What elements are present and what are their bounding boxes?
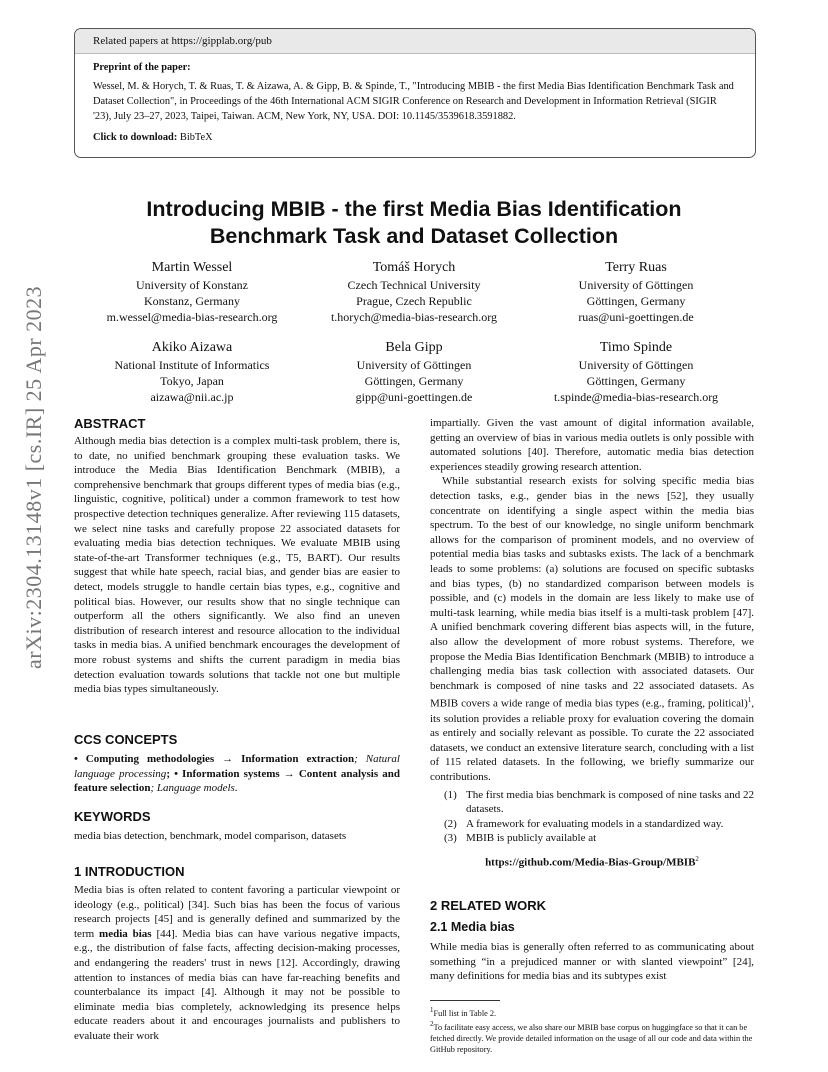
author-affiliation: University of Konstanz xyxy=(136,278,248,292)
footnote-ref[interactable]: 1 xyxy=(747,696,752,705)
footnote-2 xyxy=(430,1019,754,1055)
footnote-1 xyxy=(430,1005,754,1019)
ccs-term: ; • Information systems → Content analysis and feature selection xyxy=(74,767,400,795)
notice-header xyxy=(75,29,755,54)
author-block xyxy=(516,339,756,405)
author-email: ruas@uni-goettingen.de xyxy=(578,310,694,324)
keywords-text xyxy=(74,829,400,844)
author-affiliation: National Institute of Informatics xyxy=(114,358,270,372)
author-location: Göttingen, Germany xyxy=(364,374,464,388)
intro-text-part: Media bias is often related to content favoring a particular viewpoint or ideology (e.g., political) [34]. Such bias has been the focus of various research projects [45] and is generally defined and summarized by the term xyxy=(74,884,400,940)
author-email: gipp@uni-goettingen.de xyxy=(355,390,473,404)
citation-text: Wessel, M. & Horych, T. & Ruas, T. & Aizawa, A. & Gipp, B. & Spinde, T., "Introducing MBIB - the first Media Bias Identification Benchmark Task and Dataset Collection", in Proceedings of the 46th International ACM SIGIR Conference on Research and Development in Information Retrieval (SIGIR '23), July 23–27, 2023, Taipei, Taiwan. ACM, New York, NY, USA. DOI: 10.1145/3539618.3591882. xyxy=(93,81,734,122)
ccs-heading: CCS CONCEPTS xyxy=(74,732,178,747)
footnote-marker: 1 xyxy=(430,1007,434,1014)
intro-text-part: , its solution provides a reliable proxy for evaluation covering the domain as entirely and socially relevant as possible. To curate the 22 associated datasets, we conduct an extensive literature search, concluding with a list of 115 related datasets. In the following, we briefly summarize our contributions. xyxy=(430,697,754,783)
author-block xyxy=(72,339,312,405)
author-name: Tomáš Horych xyxy=(372,260,456,275)
related-papers-label: Related papers at xyxy=(93,35,169,47)
list-text: The first media bias benchmark is composed of nine tasks and 22 datasets. xyxy=(466,788,754,816)
list-text: MBIB is publicly available at xyxy=(466,832,597,845)
author-affiliation: Czech Technical University xyxy=(347,278,481,292)
author-email: t.spinde@media-bias-research.org xyxy=(553,390,719,404)
footnote-rule xyxy=(430,1000,500,1001)
intro-paragraph xyxy=(430,474,754,784)
author-location: Prague, Czech Republic xyxy=(356,294,472,308)
intro-paragraph: impartially. Given the vast amount of digital information available, getting an overview of bias in various media outlets is only possible with automated solutions [40]. Therefore, automatic media bias detection experiences steadily growing research attention. xyxy=(430,417,754,473)
abstract-heading: ABSTRACT xyxy=(74,416,146,431)
notice-body xyxy=(75,54,755,145)
repo-url-line xyxy=(430,852,754,870)
related-work-text xyxy=(430,940,754,984)
ccs-end: . xyxy=(234,782,238,795)
abstract-paragraph: Although media bias detection is a complex multi-task problem, there is, to date, no unified benchmark grouping these evaluation tasks. We introduce the Media Bias Identification Benchmark (MBIB), a comprehensive benchmark that groups different types of media bias (e.g., linguistic, cognitive, political) under a common framework to test how prospective detection techniques generalize. After reviewing 115 datasets, we select nine tasks and carefully propose 22 associated datasets for evaluating media bias detection techniques. We evaluate MBIB using state-of-the-art Transformer techniques (e.g., T5, BART). Our results suggest that while hate speech, racial bias, and gender bias are easier to detect, models struggle to handle certain bias types, e.g., cognitive and political bias. However, our results show that no single technique can outperform all the others significantly. We also find an uneven distribution of research interest and resource allocation to the individual tasks in media bias. A unified benchmark encourages the development of more robust systems and shifts the current paradigm in media bias detection evaluation towards solutions that tackle not one but multiple media bias types simultaneously. xyxy=(74,435,400,696)
related-work-heading: 2 RELATED WORK xyxy=(430,898,547,913)
footnote-ref[interactable]: 2 xyxy=(695,854,699,863)
author-name: Timo Spinde xyxy=(599,340,673,355)
download-label: Click to download: xyxy=(93,132,178,143)
author-affiliation: University of Göttingen xyxy=(578,358,694,372)
author-location: Göttingen, Germany xyxy=(586,374,686,388)
ccs-term: • Computing methodologies → Information extraction xyxy=(74,753,355,765)
list-item xyxy=(444,831,754,846)
ccs-term: ; Natural language processing xyxy=(74,753,400,780)
footnote-marker: 2 xyxy=(430,1020,434,1028)
author-block xyxy=(294,339,534,405)
author-name: Akiko Aizawa xyxy=(151,340,233,355)
related-paragraph: While media bias is generally often referred to as communicating about something “in a prejudiced manner or with slanted viewpoint” [24], many definitions for media bias and its subtypes exist xyxy=(430,941,754,983)
introduction-text xyxy=(74,883,400,1044)
intro-text-part: While substantial research exists for solving specific media bias detection tasks, e.g., gender bias in the news [52], they usually concentrate on identifying a single aspect within the media bias spectrum. To the best of our knowledge, no single uniform benchmark allows for the comparison of prominent models, and no overview of potential media bias tasks and subtasks exists. The lack of a benchmark leads to some problems: (a) solutions are focused on specific subtasks and bias types, (b) no standardized comparison between models is possible, and (c) models in the domain are less likely to make use of multi-task learning, while media bias itself is a multi-task problem [47]. A unified benchmark covering different bias aspects will, in the future, also allow the development of more robust systems. Therefore, we propose the Media Bias Identification Benchmark (MBIB) to introduce a challenging media bias task collection with associated datasets. Our benchmark is composed of nine tasks and 22 associated datasets. As MBIB covers a wide range of media bias types (e.g., framing, political) xyxy=(430,475,754,710)
preprint-notice-box xyxy=(74,28,756,158)
intro-bold-term: media bias xyxy=(99,927,152,940)
footnote-text: To facilitate easy access, we also share our MBIB base corpus on huggingface so that it can be fetched directly. We provide detailed information on the usage of all our code and data within the GitHub repository. xyxy=(430,1022,753,1054)
author-email: t.horych@media-bias-research.org xyxy=(330,310,498,324)
author-name: Terry Ruas xyxy=(605,260,667,275)
right-column-text xyxy=(430,416,754,870)
keywords-heading: KEYWORDS xyxy=(74,809,151,824)
author-email: m.wessel@media-bias-research.org xyxy=(106,310,278,324)
footnote-text: Full list in Table 2. xyxy=(433,1008,497,1018)
author-affiliation: University of Göttingen xyxy=(356,358,472,372)
download-row xyxy=(93,130,737,145)
arxiv-stamp: arXiv:2304.13148v1 [cs.IR] 25 Apr 2023 xyxy=(21,285,46,669)
abstract-text xyxy=(74,434,400,697)
title-line-1: Introducing MBIB - the first Media Bias Identification xyxy=(146,197,682,221)
author-affiliation: University of Göttingen xyxy=(578,278,694,292)
bibtex-link[interactable]: BibTeX xyxy=(179,132,213,143)
list-number: (2) xyxy=(444,817,457,830)
ccs-concepts xyxy=(74,752,400,796)
author-email: aizawa@nii.ac.jp xyxy=(150,390,234,404)
preprint-label: Preprint of the paper: xyxy=(93,62,191,73)
list-item xyxy=(444,817,754,832)
keywords-list: media bias detection, benchmark, model comparison, datasets xyxy=(74,830,347,842)
list-number: (1) xyxy=(444,788,457,801)
author-location: Tokyo, Japan xyxy=(160,374,224,388)
intro-text-part: [44]. Media bias can have various negative impacts, e.g., the distribution of false facts, affecting decision-making processes, and endangering the readers' trust in news [12]. Accordingly, drawing attention to instances of media bias can have far-reaching benefits and counterbalance its impact [4]. Although it may not be possible to eliminate media bias completely, acknowledging its presence helps educate readers about it and encourages journalists and publishers to evaluate their work xyxy=(74,927,400,1042)
author-name: Martin Wessel xyxy=(151,260,233,275)
author-name: Bela Gipp xyxy=(385,340,443,355)
github-url-link[interactable]: https://github.com/Media-Bias-Group/MBIB xyxy=(485,856,696,869)
list-number: (3) xyxy=(444,832,457,845)
author-location: Göttingen, Germany xyxy=(586,294,686,308)
paper-title xyxy=(74,196,754,250)
footnotes xyxy=(430,1000,754,1055)
related-papers-link[interactable]: https://gipplab.org/pub xyxy=(171,35,272,47)
title-line-2: Benchmark Task and Dataset Collection xyxy=(209,224,619,248)
contributions-list xyxy=(444,788,754,846)
author-block xyxy=(516,259,756,325)
media-bias-subheading: 2.1 Media bias xyxy=(430,920,515,934)
ccs-term: ; Language models xyxy=(150,782,235,795)
list-item xyxy=(444,788,754,817)
author-location: Konstanz, Germany xyxy=(144,294,240,308)
author-block xyxy=(294,259,534,325)
introduction-heading: 1 INTRODUCTION xyxy=(74,864,185,879)
list-text: A framework for evaluating models in a standardized way. xyxy=(466,817,724,830)
author-block xyxy=(72,259,312,325)
